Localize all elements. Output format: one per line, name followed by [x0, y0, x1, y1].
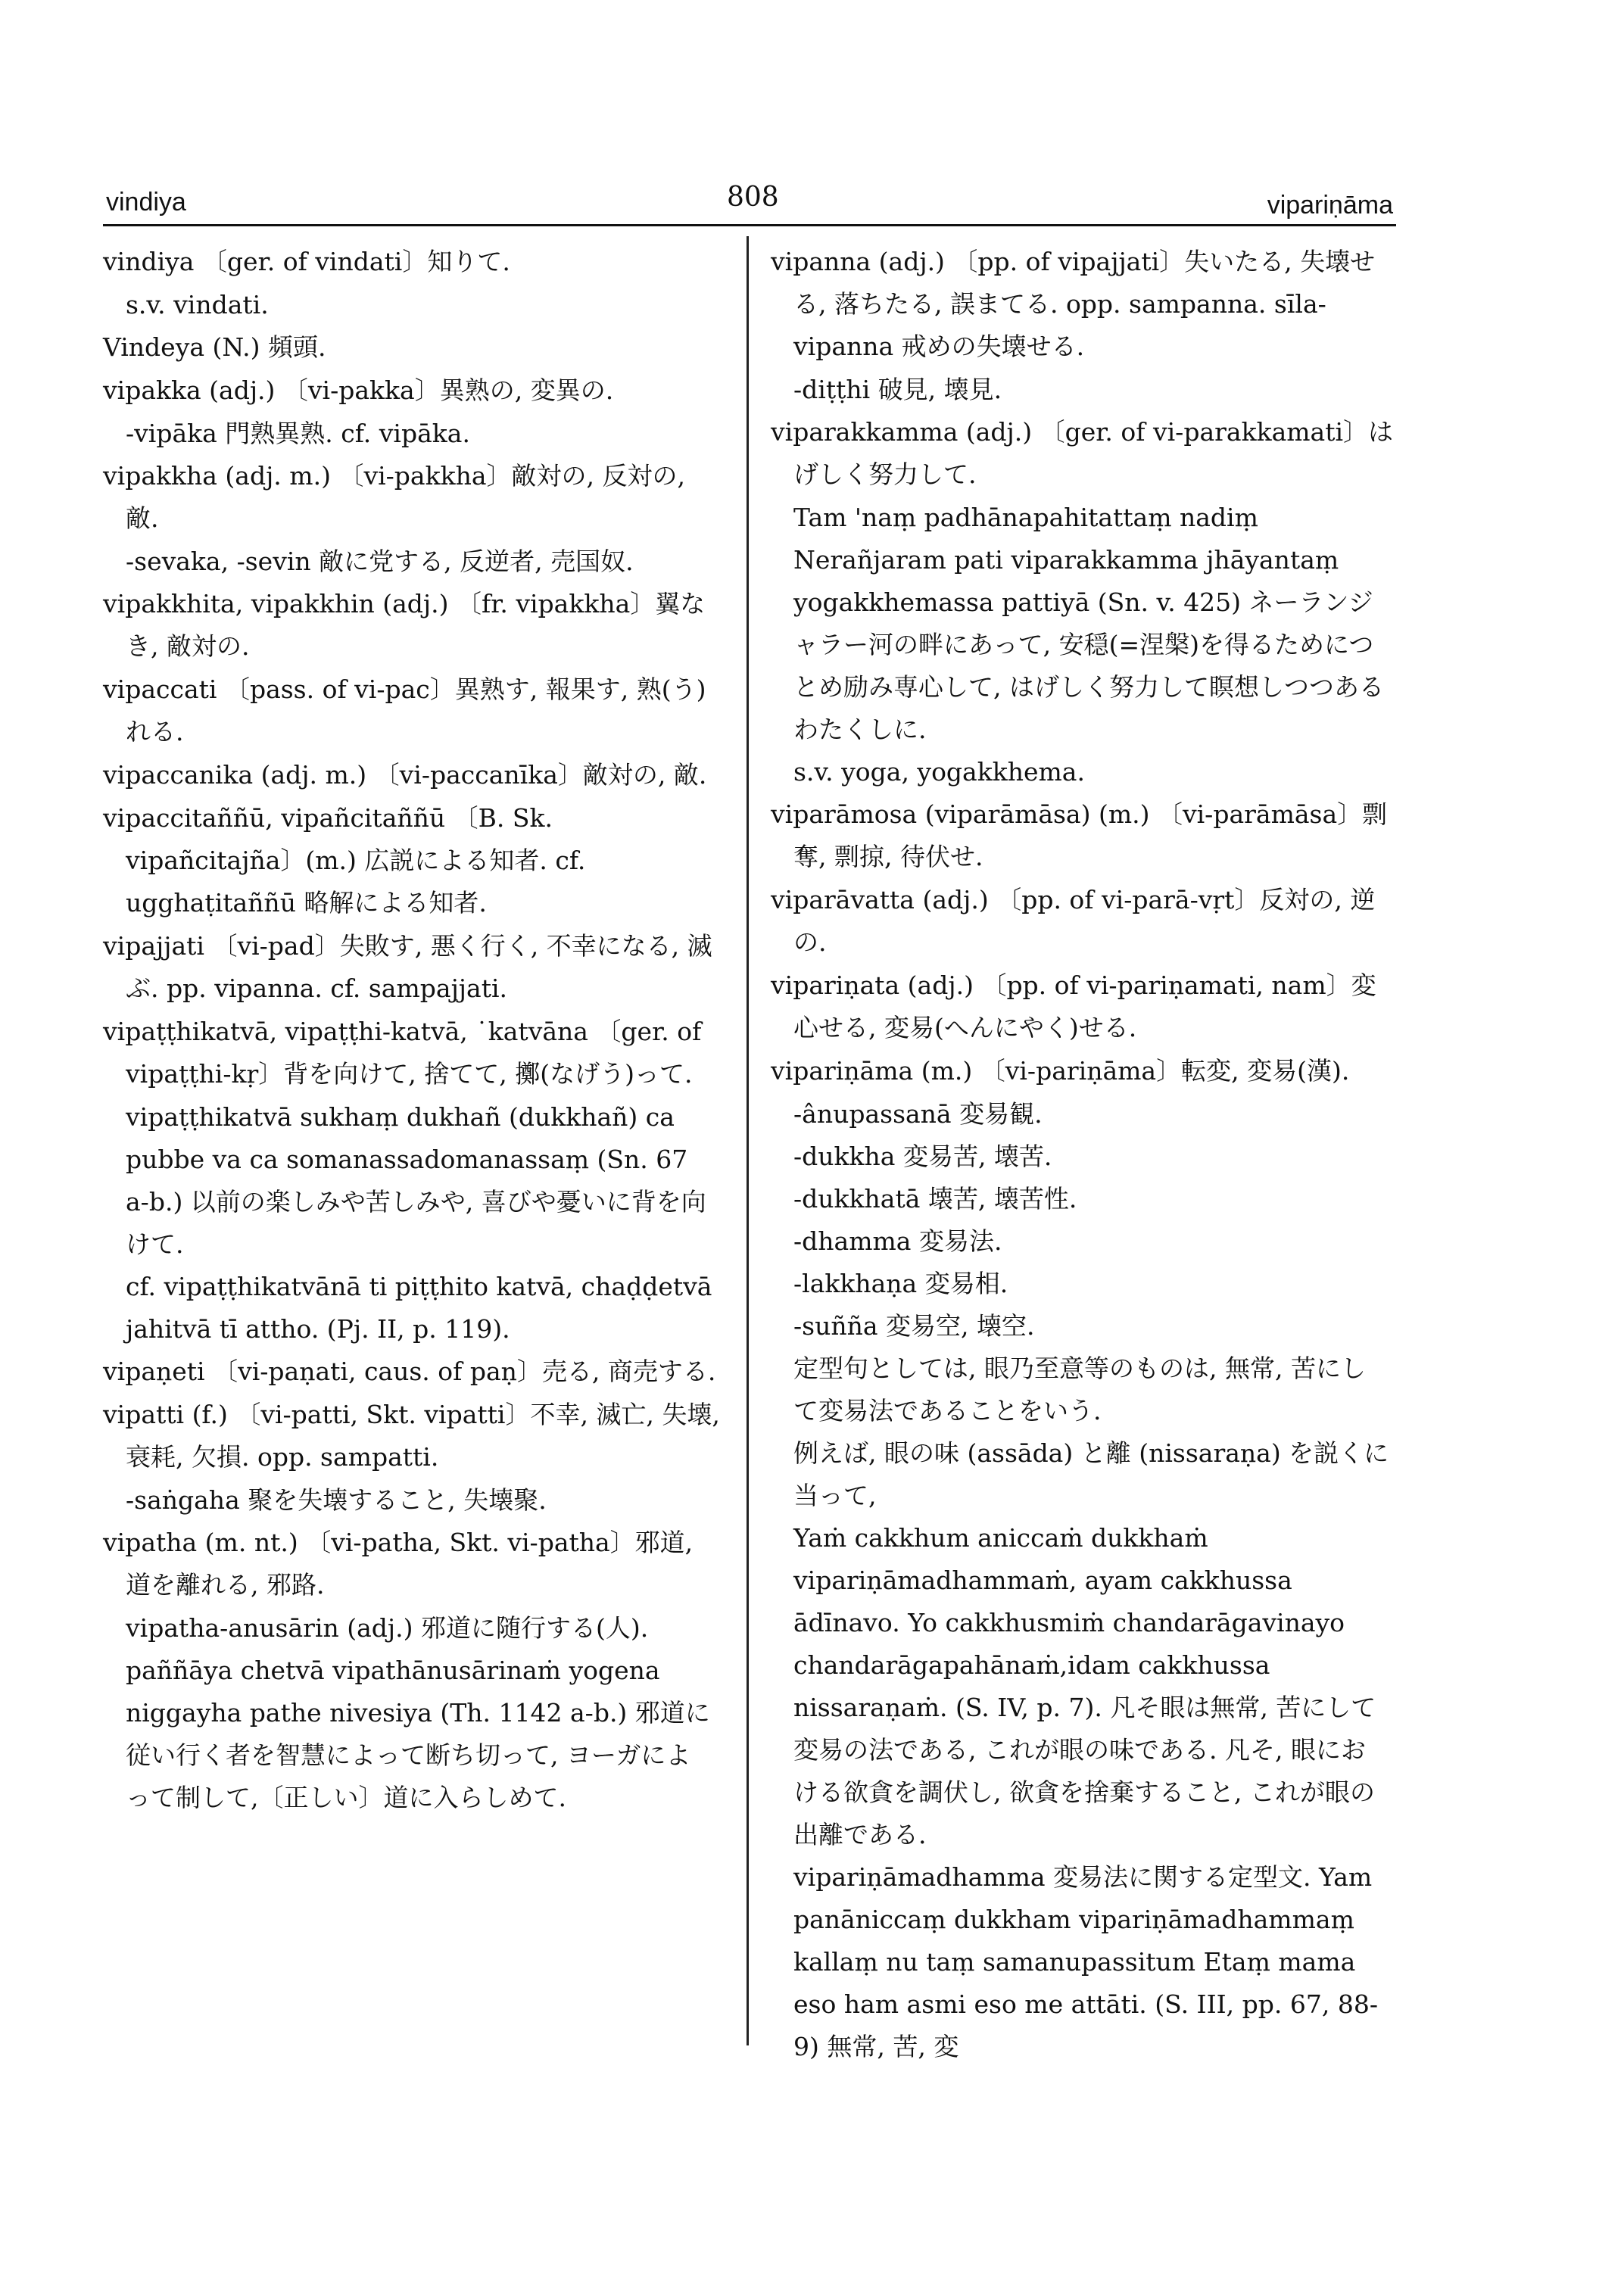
entry-vipatha: vipatha (m. nt.) 〔vi-patha, Skt. vi-patha〕邪道, 道を離れる, 邪路. — [103, 1528, 694, 1600]
quote-s3: vipariṇāmadhamma 変易法に関する定型文. Yam panāniccaṃ dukkham vipariṇāmadhammaṃ kallaṃ nu taṃ samanupassitum Etaṃ mama eso ham asmi eso me attāti. (S. III, pp. 67, 88-9) 無常, 苦, 変 — [793, 1862, 1378, 2061]
entry-vipakkhita: vipakkhita, vipakkhin (adj.) 〔fr. vipakkha〕翼なき, 敵対の. — [103, 589, 706, 661]
quote-sn425: Tam 'naṃ padhānapahitattaṃ nadiṃ Nerañjaram pati viparakkamma jhāyantaṃ yogakkhemassa pattiyā (Sn. v. 425) ネーランジャラー河の畔にあって, 安穏(=涅槃)を得るためにつとめ励み専心して, はげしく努力して瞑想しつつあるわたくしに. — [793, 503, 1384, 744]
entry-vindiya: vindiya 〔ger. of vindati〕知りて. — [103, 247, 510, 276]
subentry-dukkhata: -dukkhatā 壊苦, 壊苦性. — [793, 1184, 1077, 1213]
subentry-ditthi: -diṭṭhi 破見, 壊見. — [793, 375, 1002, 404]
entry-vipakkha: vipakkha (adj. m.) 〔vi-pakkha〕敵対の, 反対の, 敵. — [103, 461, 685, 533]
subentry-vipaka: -vipāka 門熟異熟. cf. vipāka. — [126, 419, 470, 448]
entry-vipatti: vipatti (f.) 〔vi-patti, Skt. vipatti〕不幸, 滅亡, 失壊, 衰耗, 欠損. opp. sampatti. — [103, 1400, 720, 1472]
entry-viparinata: vipariṇata (adj.) 〔pp. of vi-pariṇamati, nam〕変心せる, 変易(へんにやく)せる. — [771, 970, 1376, 1042]
entry-viparavatta: viparāvatta (adj.) 〔pp. of vi-parā-vṛt〕反対の, 逆の. — [771, 885, 1376, 957]
note-example: 例えば, 眼の味 (assāda) と離 (nissaraṇa) を説くに当って, — [793, 1438, 1389, 1510]
entry-vipanna: vipanna (adj.) 〔pp. of vipajjati〕失いたる, 失壊せる, 落ちたる, 誤まてる. opp. sampanna. sīla-vipanna 戒めの失壊せる. — [771, 247, 1376, 361]
entry-vipaccitannu: vipaccitaññū, vipañcitaññū 〔B. Sk. vipañcitajña〕(m.) 広説による知者. cf. ugghaṭitaññū 略解による知者. — [103, 803, 586, 918]
subentry-sevaka: -sevaka, -sevin 敵に党する, 反逆者, 売国奴. — [126, 547, 634, 576]
header-first-headword: vindiya — [106, 188, 186, 217]
crossref-yoga: s.v. yoga, yogakkhema. — [793, 757, 1085, 787]
crossref-vindati: s.v. vindati. — [126, 290, 269, 319]
quote-pj: cf. vipaṭṭhikatvānā ti piṭṭhito katvā, chaḍḍetvā jahitvā tī attho. (Pj. II, p. 119). — [126, 1272, 712, 1344]
left-column — [103, 241, 724, 1819]
subentry-sunna: -suñña 変易空, 壊空. — [793, 1311, 1035, 1341]
entry-viparakkamma: viparakkamma (adj.) 〔ger. of vi-parakkamati〕はげしく努力して. — [771, 417, 1394, 489]
column-divider — [747, 236, 749, 2045]
entry-viparinama: vipariṇāma (m.) 〔vi-pariṇāma〕転変, 変易(漢). — [771, 1056, 1350, 1086]
quote-sn67: vipaṭṭhikatvā sukhaṃ dukhañ (dukkhañ) ca pubbe va ca somanassadomanassaṃ (Sn. 67 a-b.) 以前の楽しみや苦しみや, 喜びや憂いに背を向けて. — [126, 1102, 706, 1259]
quote-s4: Yaṁ cakkhum aniccaṁ dukkhaṁ vipariṇāmadhammaṁ, ayam cakkhussa ādīnavo. Yo cakkhusmiṁ chandarāgavinayo chandarāgapahānaṁ,idam cakkhussa nissaraṇaṁ. (S. IV, p. 7). 凡そ眼は無常, 苦にして変易の法である, これが眼の味である. 凡そ, 眼における欲貪を調伏し, 欲貪を捨棄すること, これが眼の出離である. — [793, 1523, 1376, 1849]
subentry-vipatha-anusarin: vipatha-anusārin (adj.) 邪道に随行する(人). — [126, 1613, 649, 1643]
note-formula: 定型句としては, 眼乃至意等のものは, 無常, 苦にして変易法であることをいう. — [793, 1354, 1366, 1425]
entry-viparamosa: viparāmosa (viparāmāsa) (m.) 〔vi-parāmāsa〕剽奪, 剽掠, 待伏せ. — [771, 799, 1388, 871]
entry-vipaccati: vipaccati 〔pass. of vi-pac〕異熟す, 報果す, 熟(う)れる. — [103, 675, 706, 746]
entry-vipaccanika: vipaccanika (adj. m.) 〔vi-paccanīka〕敵対の, 敵. — [103, 760, 707, 790]
header-rule — [103, 224, 1396, 226]
subentry-dukkha: -dukkha 変易苦, 壊苦. — [793, 1142, 1052, 1171]
subentry-dhamma: -dhamma 変易法. — [793, 1226, 1002, 1256]
entry-vipakka: vipakka (adj.) 〔vi-pakka〕異熟の, 変異の. — [103, 375, 614, 405]
entry-vipaneti: vipaṇeti 〔vi-paṇati, caus. of paṇ〕売る, 商売する. — [103, 1357, 716, 1386]
page-number: 808 — [727, 182, 779, 213]
entry-vipatthikatva: vipaṭṭhikatvā, vipaṭṭhi-katvā, ˙katvāna 〔ger. of vipaṭṭhi-kṛ〕背を向けて, 捨てて, 擲(なげう)って. — [103, 1017, 702, 1089]
right-column — [771, 241, 1399, 2068]
entry-vipajjati: vipajjati 〔vi-pad〕失敗す, 悪く行く, 不幸になる, 滅ぶ. pp. vipanna. cf. sampajjati. — [103, 931, 712, 1003]
entry-vindeya: Vindeya (N.) 頻頭. — [103, 332, 326, 362]
subentry-anupassana: -ânupassanā 変易観. — [793, 1099, 1043, 1129]
subentry-sangaha: -saṅgaha 聚を失壊すること, 失壊聚. — [126, 1485, 547, 1515]
page-header — [106, 180, 1393, 226]
header-last-headword: vipariṇāma — [1267, 191, 1393, 220]
subentry-lakkhana: -lakkhaṇa 変易相. — [793, 1269, 1008, 1298]
quote-th1142: paññāya chetvā vipathānusārinaṁ yogena niggayha pathe nivesiya (Th. 1142 a-b.) 邪道に従い行く者を智慧によって断ち切って, ヨーガによって制して,〔正しい〕道に入らしめて. — [126, 1656, 710, 1812]
